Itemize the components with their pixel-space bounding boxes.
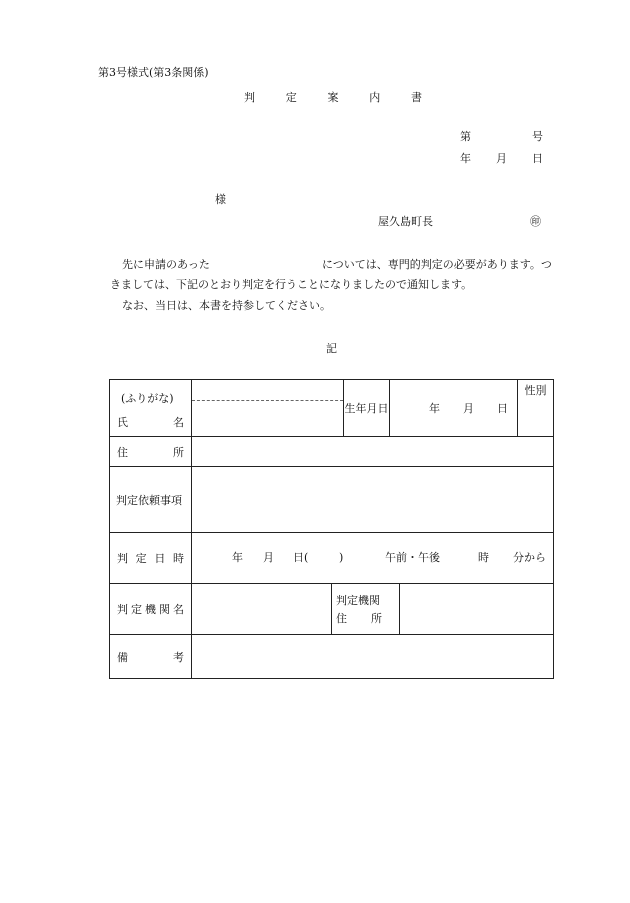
- date-year: 年: [460, 152, 471, 165]
- dt-month: 月: [263, 551, 274, 564]
- name-label-char: 氏: [117, 416, 128, 429]
- remarks-label: [110, 649, 191, 665]
- title-char: 案: [327, 91, 339, 104]
- ki-heading: 記: [326, 342, 337, 355]
- agency-label-char: 定: [131, 603, 142, 616]
- agency-addr-char: 住: [336, 612, 347, 625]
- agency-label-char: 機: [145, 603, 156, 616]
- sex-cell[interactable]: [518, 380, 554, 437]
- name-label-cell: [110, 380, 192, 437]
- datetime-label: [110, 550, 191, 566]
- datetime-value-cell[interactable]: [192, 533, 554, 584]
- remarks-value-cell[interactable]: [192, 635, 554, 679]
- datetime-label-cell: [110, 533, 192, 584]
- title-char: 定: [285, 91, 297, 104]
- number-suffix: 号: [532, 130, 543, 143]
- furigana-label: (ふりがな): [121, 392, 174, 405]
- birth-date: [390, 400, 517, 416]
- furigana-line: [192, 380, 343, 401]
- dt-minute: 分から: [513, 551, 546, 564]
- body-line3: なお、当日は、本書を持参してください。: [122, 299, 331, 312]
- remarks-label-cell: [110, 635, 192, 679]
- datetime-value: [192, 551, 553, 565]
- birth-year: 年: [429, 402, 440, 415]
- dt-year: 年: [232, 551, 243, 564]
- agency-addr-label-1: 判定機関: [336, 594, 380, 607]
- dt-day: 日(: [293, 551, 309, 564]
- datetime-label-char: 定: [135, 552, 147, 565]
- birth-label-cell: [344, 380, 390, 437]
- agency-label-cell: [110, 584, 192, 635]
- document-title: [244, 89, 422, 105]
- agency-addr-label-2: [336, 608, 382, 626]
- birth-label: 生年月日: [344, 402, 389, 415]
- agency-label-char: 関: [159, 603, 170, 616]
- request-label-cell: [110, 467, 192, 533]
- date-day: 日: [532, 152, 543, 165]
- row-remarks: [110, 635, 554, 679]
- addressee-suffix: 様: [215, 193, 226, 206]
- agency-label-char: 判: [117, 603, 128, 616]
- birth-month: 月: [463, 402, 474, 415]
- agency-name-value-cell[interactable]: [192, 584, 332, 635]
- request-label: 判定依頼事項: [116, 493, 182, 507]
- row-datetime: [110, 533, 554, 584]
- dt-hour: 時: [478, 551, 489, 564]
- name-value-cell[interactable]: [192, 380, 344, 437]
- judgment-table: [109, 379, 554, 679]
- birth-day: 日: [497, 402, 508, 415]
- name-label-char: 名: [173, 416, 184, 429]
- name-label: [110, 406, 191, 430]
- agency-addr-label-cell: [332, 584, 400, 635]
- address-label: [110, 444, 191, 460]
- body-line1-start: 先に申請のあった: [122, 258, 210, 271]
- body-line1-end: については、専門的判定の必要があります。つ: [322, 258, 552, 271]
- datetime-label-char: 時: [172, 552, 184, 565]
- row-address: [110, 437, 554, 467]
- sender-name: 屋久島町長: [378, 215, 433, 228]
- title-char: 書: [411, 91, 422, 104]
- dt-ampm: 午前・午後: [385, 551, 440, 564]
- sex-label: 性別: [524, 384, 547, 397]
- row-request: [110, 467, 554, 533]
- agency-label-char: 名: [173, 603, 184, 616]
- datetime-label-char: 日: [154, 552, 166, 565]
- agency-addr-value-cell[interactable]: [400, 584, 554, 635]
- title-char: 内: [369, 91, 381, 104]
- row-name: [110, 380, 554, 437]
- number-prefix: 第: [460, 130, 471, 143]
- address-label-cell: [110, 437, 192, 467]
- birth-date-cell[interactable]: [390, 380, 518, 437]
- agency-addr-char: 所: [371, 612, 382, 625]
- address-label-char: 住: [117, 445, 128, 459]
- remarks-label-char: 考: [173, 650, 184, 664]
- form-number: 第3号様式(第3条関係): [98, 66, 209, 79]
- agency-label: [110, 601, 191, 617]
- title-char: 判: [244, 91, 255, 104]
- address-label-char: 所: [173, 445, 184, 459]
- date-month: 月: [496, 152, 507, 165]
- remarks-label-char: 備: [117, 650, 128, 664]
- address-value-cell[interactable]: [192, 437, 554, 467]
- dt-close: ): [339, 551, 344, 564]
- row-agency: [110, 584, 554, 635]
- body-line2: きましては、下記のとおり判定を行うことになりましたので通知します。: [110, 278, 473, 291]
- request-value-cell[interactable]: [192, 467, 554, 533]
- seal-mark: ㊞: [530, 215, 541, 228]
- datetime-label-char: 判: [117, 552, 128, 565]
